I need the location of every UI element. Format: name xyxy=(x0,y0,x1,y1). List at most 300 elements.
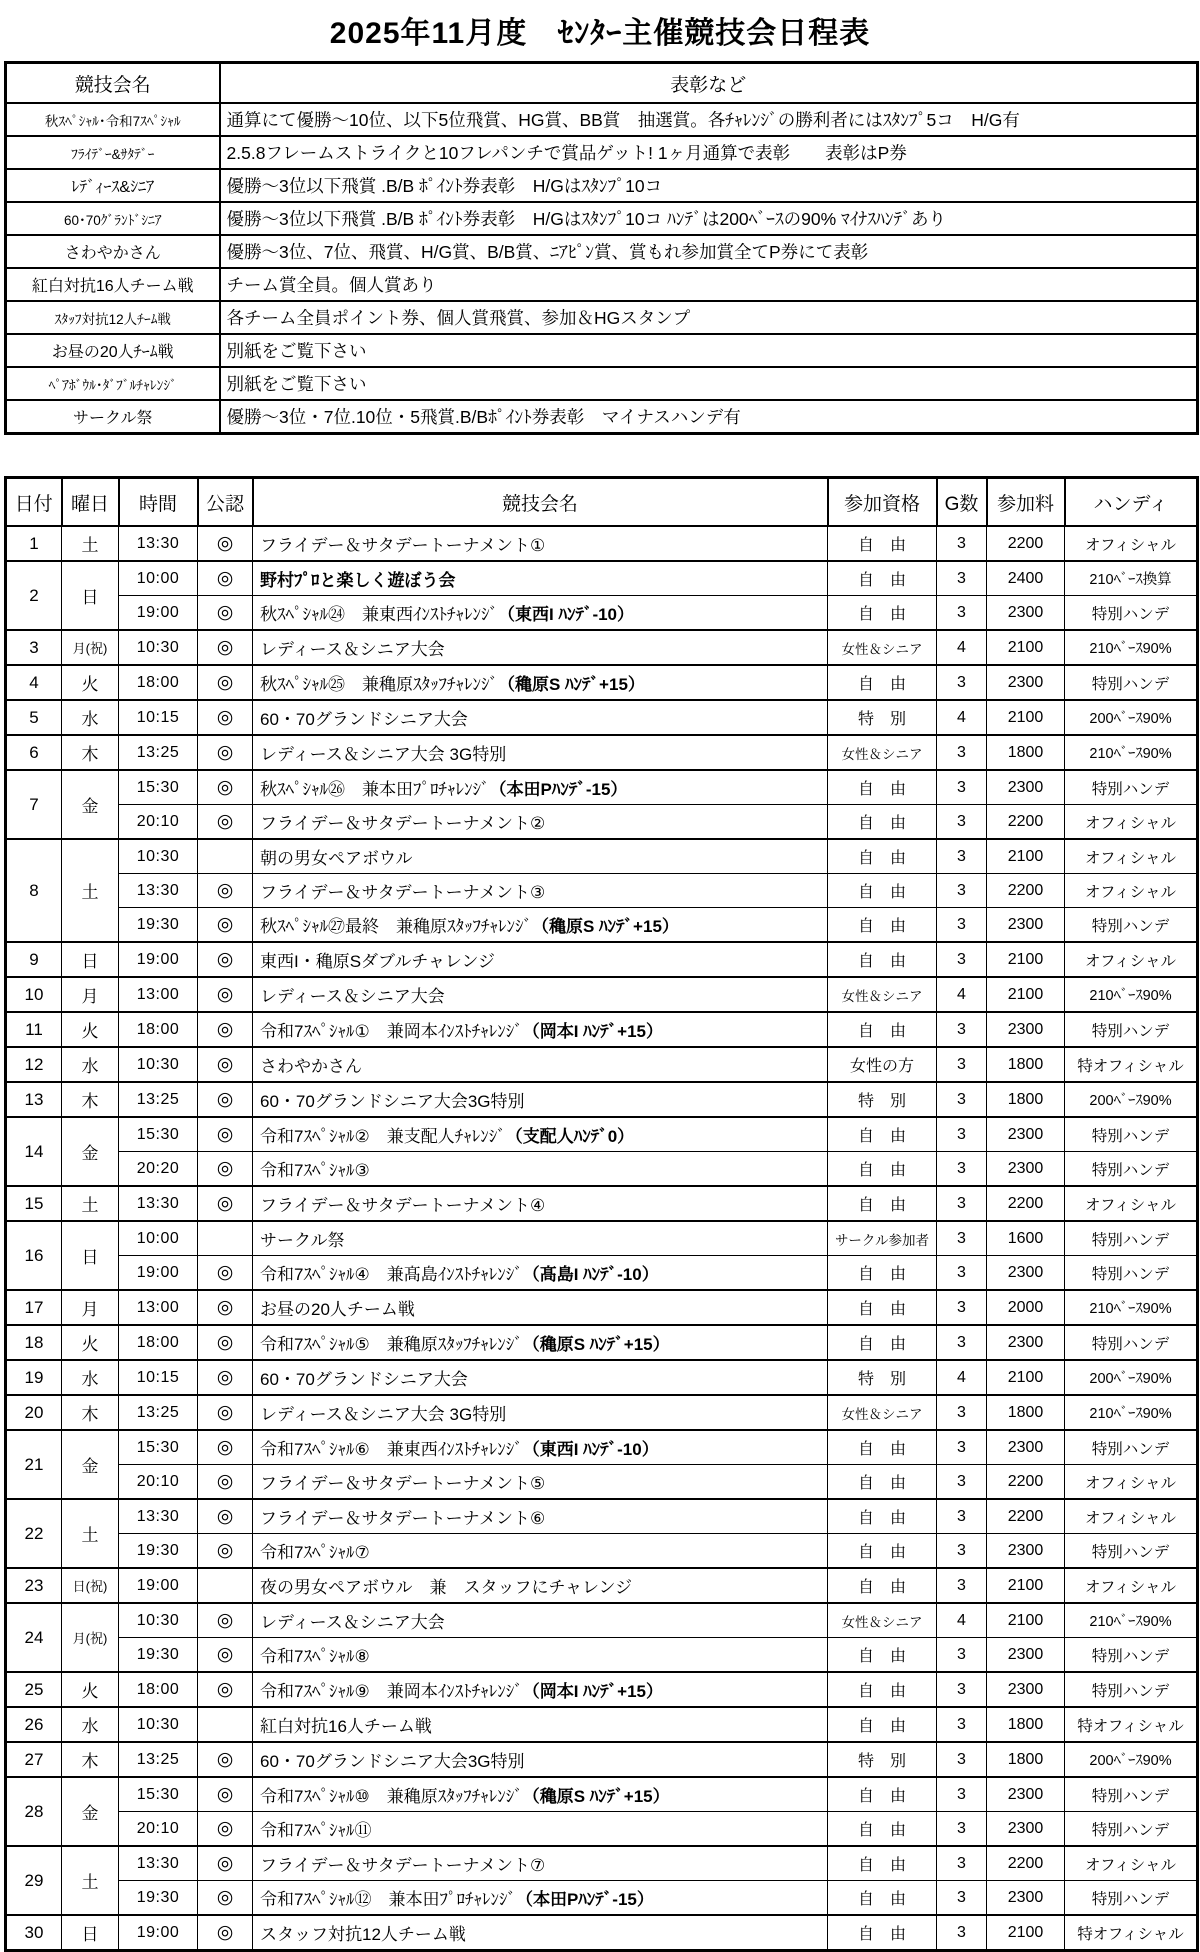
time-cell: 13:00 xyxy=(119,1290,198,1325)
eligibility-cell: 自 由 xyxy=(828,526,937,561)
event-name-cell xyxy=(253,942,828,977)
awards-row xyxy=(6,334,1198,367)
date-cell: 19 xyxy=(6,1360,62,1395)
schedule-row xyxy=(6,1186,1198,1221)
schedule-row xyxy=(6,1777,1198,1812)
weekday-cell: 火 xyxy=(62,1672,119,1707)
handicap-cell: 特別ハンデ xyxy=(1065,1638,1198,1673)
time-cell: 13:30 xyxy=(119,1186,198,1221)
award-description-cell: 優勝～3位、7位、飛賞、H/G賞、B/B賞、ﾆｱﾋﾟﾝ賞、賞もれ参加賞全てP券にて表彰 xyxy=(220,235,1198,268)
event-name-text: 60・70グランドシニア大会 xyxy=(260,1370,468,1389)
eligibility-cell: 自 由 xyxy=(828,1430,937,1465)
event-name-cell xyxy=(253,1915,828,1951)
time-cell: 10:15 xyxy=(119,1360,198,1395)
event-name-bold-text: 野村ﾌﾟﾛと楽しく遊ぼう会 xyxy=(260,571,456,590)
event-name-cell xyxy=(253,1325,828,1360)
certified-mark-cell xyxy=(198,1568,253,1603)
event-name-cell xyxy=(253,561,828,596)
weekday-cell: 月 xyxy=(62,1290,119,1325)
event-name-text: 令和7ｽﾍﾟｼｬﾙ⑩ 兼穐原ｽﾀｯﾌﾁｬﾚﾝｼﾞ xyxy=(260,1787,523,1806)
event-name-text: 夜の男女ペアボウル 兼 スタッフにチャレンジ xyxy=(260,1578,633,1597)
schedule-row xyxy=(6,1325,1198,1360)
schedule-header-certified: 公認 xyxy=(198,478,253,527)
event-name-cell xyxy=(253,1812,828,1847)
event-name-cell xyxy=(253,1186,828,1221)
fee-cell: 2300 xyxy=(987,1777,1065,1812)
eligibility-cell: 自 由 xyxy=(828,1568,937,1603)
certified-mark-cell: ◎ xyxy=(198,1012,253,1047)
schedule-row xyxy=(6,1568,1198,1603)
certified-mark-cell: ◎ xyxy=(198,1672,253,1707)
fee-cell: 2300 xyxy=(987,1534,1065,1569)
eligibility-cell: 自 由 xyxy=(828,1499,937,1534)
certified-mark-cell xyxy=(198,1221,253,1256)
eligibility-cell: 自 由 xyxy=(828,1534,937,1569)
weekday-cell: 土 xyxy=(62,1499,119,1568)
schedule-row xyxy=(6,630,1198,665)
awards-row xyxy=(6,103,1198,136)
handicap-cell: 特別ハンデ xyxy=(1065,1534,1198,1569)
handicap-cell: 特オフィシャル xyxy=(1065,1047,1198,1082)
date-cell: 9 xyxy=(6,942,62,977)
weekday-cell: 木 xyxy=(62,735,119,770)
event-name-text: 60・70グランドシニア大会 xyxy=(260,710,468,729)
event-name-bold-text: （穐原S ﾊﾝﾃﾞ+15） xyxy=(522,1787,670,1806)
games-count-cell: 3 xyxy=(937,1221,987,1256)
award-description-cell: 通算にて優勝～10位、以下5位飛賞、HG賞、BB賞 抽選賞。各ﾁｬﾚﾝｼﾞの勝利者にはｽﾀﾝﾌﾟ5コ H/G有 xyxy=(220,103,1198,136)
date-cell: 8 xyxy=(6,839,62,942)
fee-cell: 2300 xyxy=(987,665,1065,700)
event-name-text: 令和7ｽﾍﾟｼｬﾙ⑦ xyxy=(260,1543,370,1562)
competition-name-cell: ﾌﾗｲﾃﾞｰ&ｻﾀﾃﾞｰ xyxy=(6,136,220,169)
event-name-cell xyxy=(253,700,828,735)
event-name-cell xyxy=(253,1082,828,1117)
handicap-cell: 特別ハンデ xyxy=(1065,1012,1198,1047)
event-name-bold-text: （穐原S ﾊﾝﾃﾞ+15） xyxy=(522,1335,670,1354)
time-cell: 13:30 xyxy=(119,1846,198,1881)
weekday-cell: 木 xyxy=(62,1082,119,1117)
event-name-text: フライデー＆サタデートーナメント③ xyxy=(260,883,546,902)
award-description-cell: 優勝～3位以下飛賞 .B/B ﾎﾟｲﾝﾄ券表彰 H/Gはｽﾀﾝﾌﾟ10コ ﾊﾝﾃﾞは200ﾍﾞｰｽの90% ﾏｲﾅｽﾊﾝﾃﾞあり xyxy=(220,202,1198,235)
date-cell: 14 xyxy=(6,1117,62,1186)
handicap-cell: 特オフィシャル xyxy=(1065,1915,1198,1951)
handicap-cell: 210ﾍﾞｰｽ90% xyxy=(1065,1290,1198,1325)
event-name-text: 秋ｽﾍﾟｼｬﾙ㉗最終 兼穐原ｽﾀｯﾌﾁｬﾚﾝｼﾞ xyxy=(260,917,532,936)
eligibility-cell: 自 由 xyxy=(828,1186,937,1221)
eligibility-cell: 自 由 xyxy=(828,805,937,840)
schedule-row xyxy=(6,1012,1198,1047)
date-cell: 27 xyxy=(6,1742,62,1777)
awards-table xyxy=(4,61,1199,435)
event-name-text: レディース＆シニア大会 xyxy=(260,987,445,1006)
schedule-header-games: G数 xyxy=(937,478,987,527)
event-name-text: レディース＆シニア大会 xyxy=(260,1613,445,1632)
eligibility-cell: 自 由 xyxy=(828,1465,937,1500)
games-count-cell: 4 xyxy=(937,1360,987,1395)
event-name-cell xyxy=(253,1047,828,1082)
games-count-cell: 3 xyxy=(937,1534,987,1569)
handicap-cell: オフィシャル xyxy=(1065,1846,1198,1881)
time-cell: 13:25 xyxy=(119,735,198,770)
event-name-text: 令和7ｽﾍﾟｼｬﾙ② 兼支配人ﾁｬﾚﾝｼﾞ xyxy=(260,1127,506,1146)
time-cell: 15:30 xyxy=(119,1430,198,1465)
eligibility-cell: 自 由 xyxy=(828,1152,937,1187)
eligibility-cell: サークル参加者 xyxy=(828,1221,937,1256)
fee-cell: 2300 xyxy=(987,1256,1065,1291)
games-count-cell: 3 xyxy=(937,1638,987,1673)
schedule-row xyxy=(6,908,1198,943)
event-name-text: フライデー＆サタデートーナメント⑥ xyxy=(260,1509,546,1528)
certified-mark-cell: ◎ xyxy=(198,1152,253,1187)
date-cell: 2 xyxy=(6,561,62,630)
weekday-cell: 土 xyxy=(62,526,119,561)
eligibility-cell: 自 由 xyxy=(828,1846,937,1881)
time-cell: 19:00 xyxy=(119,1256,198,1291)
fee-cell: 2100 xyxy=(987,1915,1065,1951)
games-count-cell: 3 xyxy=(937,908,987,943)
games-count-cell: 3 xyxy=(937,805,987,840)
weekday-cell: 金 xyxy=(62,1117,119,1186)
competition-name-cell: ﾍﾟｱﾎﾞｳﾙ･ﾀﾞﾌﾞﾙﾁｬﾚﾝｼﾞ xyxy=(6,367,220,400)
event-name-cell xyxy=(253,1465,828,1500)
fee-cell: 2400 xyxy=(987,561,1065,596)
eligibility-cell: 特 別 xyxy=(828,700,937,735)
event-name-cell xyxy=(253,1360,828,1395)
schedule-row xyxy=(6,1499,1198,1534)
date-cell: 5 xyxy=(6,700,62,735)
event-name-text: 東西I・穐原Sダブルチャレンジ xyxy=(260,952,496,971)
eligibility-cell: 自 由 xyxy=(828,1812,937,1847)
time-cell: 15:30 xyxy=(119,1117,198,1152)
games-count-cell: 3 xyxy=(937,1499,987,1534)
date-cell: 12 xyxy=(6,1047,62,1082)
certified-mark-cell: ◎ xyxy=(198,1430,253,1465)
competition-name-cell: 60･70ｸﾞﾗﾝﾄﾞｼﾆｱ xyxy=(6,202,220,235)
schedule-row xyxy=(6,1117,1198,1152)
schedule-row xyxy=(6,700,1198,735)
games-count-cell: 3 xyxy=(937,1082,987,1117)
fee-cell: 2100 xyxy=(987,942,1065,977)
schedule-row xyxy=(6,874,1198,908)
certified-mark-cell: ◎ xyxy=(198,1465,253,1500)
fee-cell: 2200 xyxy=(987,1499,1065,1534)
time-cell: 10:00 xyxy=(119,1221,198,1256)
schedule-row xyxy=(6,1707,1198,1742)
fee-cell: 2300 xyxy=(987,770,1065,805)
weekday-cell: 日 xyxy=(62,1915,119,1951)
schedule-row xyxy=(6,1395,1198,1430)
certified-mark-cell: ◎ xyxy=(198,1638,253,1673)
schedule-table xyxy=(4,476,1199,1952)
date-cell: 11 xyxy=(6,1012,62,1047)
schedule-header-weekday: 曜日 xyxy=(62,478,119,527)
event-name-text: レディース＆シニア大会 3G特別 xyxy=(260,1405,507,1424)
schedule-header-date: 日付 xyxy=(6,478,62,527)
event-name-cell xyxy=(253,1672,828,1707)
awards-row xyxy=(6,202,1198,235)
schedule-row xyxy=(6,1881,1198,1916)
time-cell: 19:30 xyxy=(119,1638,198,1673)
competition-name-cell: 紅白対抗16人チーム戦 xyxy=(6,268,220,301)
schedule-row xyxy=(6,1290,1198,1325)
certified-mark-cell: ◎ xyxy=(198,561,253,596)
eligibility-cell: 女性＆シニア xyxy=(828,1395,937,1430)
awards-header-awards: 表彰など xyxy=(220,63,1198,104)
weekday-cell: 水 xyxy=(62,1707,119,1742)
event-name-text: フライデー＆サタデートーナメント⑤ xyxy=(260,1474,546,1493)
event-name-cell xyxy=(253,874,828,908)
date-cell: 25 xyxy=(6,1672,62,1707)
certified-mark-cell xyxy=(198,839,253,874)
event-name-cell xyxy=(253,526,828,561)
eligibility-cell: 自 由 xyxy=(828,908,937,943)
handicap-cell: 特別ハンデ xyxy=(1065,1325,1198,1360)
weekday-cell: 日 xyxy=(62,561,119,630)
time-cell: 19:00 xyxy=(119,942,198,977)
weekday-cell: 日 xyxy=(62,1221,119,1290)
schedule-row xyxy=(6,1672,1198,1707)
schedule-row xyxy=(6,1603,1198,1638)
schedule-row xyxy=(6,1534,1198,1569)
time-cell: 18:00 xyxy=(119,1012,198,1047)
handicap-cell: 特別ハンデ xyxy=(1065,1152,1198,1187)
time-cell: 13:30 xyxy=(119,874,198,908)
games-count-cell: 4 xyxy=(937,700,987,735)
fee-cell: 2100 xyxy=(987,1603,1065,1638)
page-title: 2025年11月度 ｾﾝﾀｰ主催競技会日程表 xyxy=(329,17,871,50)
event-name-text: 秋ｽﾍﾟｼｬﾙ㉔ 兼東西ｲﾝｽﾄﾁｬﾚﾝｼﾞ xyxy=(260,605,498,624)
event-name-text: 令和7ｽﾍﾟｼｬﾙ① 兼岡本ｲﾝｽﾄﾁｬﾚﾝｼﾞ xyxy=(260,1022,523,1041)
handicap-cell: 特別ハンデ xyxy=(1065,908,1198,943)
handicap-cell: 200ﾍﾞｰｽ90% xyxy=(1065,700,1198,735)
weekday-cell: 日(祝) xyxy=(62,1568,119,1603)
weekday-cell: 水 xyxy=(62,1047,119,1082)
schedule-row xyxy=(6,770,1198,805)
event-name-text: 紅白対抗16人チーム戦 xyxy=(260,1717,432,1736)
eligibility-cell: 女性の方 xyxy=(828,1047,937,1082)
competition-name-cell: さわやかさん xyxy=(6,235,220,268)
games-count-cell: 3 xyxy=(937,1568,987,1603)
event-name-cell xyxy=(253,1290,828,1325)
handicap-cell: 特別ハンデ xyxy=(1065,596,1198,631)
fee-cell: 2100 xyxy=(987,700,1065,735)
games-count-cell: 3 xyxy=(937,1186,987,1221)
date-cell: 24 xyxy=(6,1603,62,1672)
handicap-cell: 200ﾍﾞｰｽ90% xyxy=(1065,1742,1198,1777)
date-cell: 6 xyxy=(6,735,62,770)
event-name-cell xyxy=(253,1117,828,1152)
eligibility-cell: 自 由 xyxy=(828,839,937,874)
date-cell: 23 xyxy=(6,1568,62,1603)
time-cell: 20:10 xyxy=(119,1465,198,1500)
fee-cell: 1800 xyxy=(987,1047,1065,1082)
event-name-text: レディース＆シニア大会 xyxy=(260,640,445,659)
event-name-cell xyxy=(253,1221,828,1256)
games-count-cell: 3 xyxy=(937,1012,987,1047)
weekday-cell: 火 xyxy=(62,1325,119,1360)
certified-mark-cell: ◎ xyxy=(198,1603,253,1638)
fee-cell: 2200 xyxy=(987,1186,1065,1221)
games-count-cell: 4 xyxy=(937,630,987,665)
event-name-cell xyxy=(253,735,828,770)
competition-name-cell: サークル祭 xyxy=(6,400,220,434)
fee-cell: 2100 xyxy=(987,839,1065,874)
date-cell: 30 xyxy=(6,1915,62,1951)
eligibility-cell: 特 別 xyxy=(828,1082,937,1117)
games-count-cell: 3 xyxy=(937,526,987,561)
event-name-cell xyxy=(253,1881,828,1916)
eligibility-cell: 女性＆シニア xyxy=(828,977,937,1012)
certified-mark-cell: ◎ xyxy=(198,1290,253,1325)
eligibility-cell: 特 別 xyxy=(828,1360,937,1395)
date-cell: 21 xyxy=(6,1430,62,1499)
awards-row xyxy=(6,367,1198,400)
date-cell: 18 xyxy=(6,1325,62,1360)
schedule-header-competition-name: 競技会名 xyxy=(253,478,828,527)
certified-mark-cell: ◎ xyxy=(198,977,253,1012)
event-name-cell xyxy=(253,1742,828,1777)
certified-mark-cell: ◎ xyxy=(198,1881,253,1916)
time-cell: 10:30 xyxy=(119,1603,198,1638)
games-count-cell: 3 xyxy=(937,1707,987,1742)
handicap-cell: 特別ハンデ xyxy=(1065,1777,1198,1812)
eligibility-cell: 女性＆シニア xyxy=(828,630,937,665)
date-cell: 4 xyxy=(6,665,62,700)
schedule-row xyxy=(6,1256,1198,1291)
eligibility-cell: 女性＆シニア xyxy=(828,1603,937,1638)
handicap-cell: 210ﾍﾞｰｽ90% xyxy=(1065,977,1198,1012)
fee-cell: 2100 xyxy=(987,1568,1065,1603)
schedule-row xyxy=(6,839,1198,874)
date-cell: 26 xyxy=(6,1707,62,1742)
time-cell: 10:30 xyxy=(119,1047,198,1082)
games-count-cell: 3 xyxy=(937,1812,987,1847)
weekday-cell: 土 xyxy=(62,1186,119,1221)
handicap-cell: 特別ハンデ xyxy=(1065,1430,1198,1465)
schedule-header-row xyxy=(6,478,1198,527)
certified-mark-cell xyxy=(198,1707,253,1742)
fee-cell: 2300 xyxy=(987,1325,1065,1360)
time-cell: 19:30 xyxy=(119,1534,198,1569)
certified-mark-cell: ◎ xyxy=(198,596,253,631)
event-name-text: 令和7ｽﾍﾟｼｬﾙ⑨ 兼岡本ｲﾝｽﾄﾁｬﾚﾝｼﾞ xyxy=(260,1682,523,1701)
games-count-cell: 3 xyxy=(937,1325,987,1360)
certified-mark-cell: ◎ xyxy=(198,1915,253,1951)
fee-cell: 2300 xyxy=(987,596,1065,631)
weekday-cell: 月(祝) xyxy=(62,630,119,665)
awards-row xyxy=(6,136,1198,169)
weekday-cell: 火 xyxy=(62,1012,119,1047)
weekday-cell: 火 xyxy=(62,665,119,700)
event-name-text: 令和7ｽﾍﾟｼｬﾙ④ 兼髙島ｲﾝｽﾄﾁｬﾚﾝｼﾞ xyxy=(260,1265,523,1284)
schedule-row xyxy=(6,561,1198,596)
schedule-row xyxy=(6,977,1198,1012)
certified-mark-cell: ◎ xyxy=(198,908,253,943)
event-name-text: さわやかさん xyxy=(260,1057,362,1076)
eligibility-cell: 自 由 xyxy=(828,1012,937,1047)
fee-cell: 2100 xyxy=(987,1360,1065,1395)
schedule-header-fee: 参加料 xyxy=(987,478,1065,527)
games-count-cell: 3 xyxy=(937,1881,987,1916)
event-name-bold-text: （東西I ﾊﾝﾃﾞ-10） xyxy=(498,605,635,624)
weekday-cell: 月 xyxy=(62,977,119,1012)
eligibility-cell: 自 由 xyxy=(828,1915,937,1951)
event-name-bold-text: （岡本I ﾊﾝﾃﾞ+15） xyxy=(522,1022,663,1041)
games-count-cell: 3 xyxy=(937,1152,987,1187)
time-cell: 18:00 xyxy=(119,1325,198,1360)
certified-mark-cell: ◎ xyxy=(198,874,253,908)
handicap-cell: オフィシャル xyxy=(1065,805,1198,840)
certified-mark-cell: ◎ xyxy=(198,1082,253,1117)
date-cell: 20 xyxy=(6,1395,62,1430)
eligibility-cell: 自 由 xyxy=(828,561,937,596)
schedule-row xyxy=(6,735,1198,770)
schedule-row xyxy=(6,942,1198,977)
handicap-cell: 200ﾍﾞｰｽ90% xyxy=(1065,1082,1198,1117)
weekday-cell: 土 xyxy=(62,839,119,942)
date-cell: 10 xyxy=(6,977,62,1012)
fee-cell: 2200 xyxy=(987,874,1065,908)
event-name-text: 60・70グランドシニア大会3G特別 xyxy=(260,1752,525,1771)
handicap-cell: 210ﾍﾞｰｽ90% xyxy=(1065,630,1198,665)
certified-mark-cell: ◎ xyxy=(198,630,253,665)
time-cell: 10:00 xyxy=(119,561,198,596)
time-cell: 20:20 xyxy=(119,1152,198,1187)
weekday-cell: 日 xyxy=(62,942,119,977)
certified-mark-cell: ◎ xyxy=(198,526,253,561)
games-count-cell: 3 xyxy=(937,1465,987,1500)
event-name-text: 令和7ｽﾍﾟｼｬﾙ⑪ xyxy=(260,1821,372,1840)
schedule-row xyxy=(6,526,1198,561)
handicap-cell: オフィシャル xyxy=(1065,1465,1198,1500)
handicap-cell: 210ﾍﾞｰｽ90% xyxy=(1065,735,1198,770)
handicap-cell: 特オフィシャル xyxy=(1065,1707,1198,1742)
eligibility-cell: 自 由 xyxy=(828,770,937,805)
awards-row xyxy=(6,400,1198,434)
event-name-cell xyxy=(253,839,828,874)
award-description-cell: 別紙をご覧下さい xyxy=(220,367,1198,400)
games-count-cell: 3 xyxy=(937,1395,987,1430)
date-cell: 13 xyxy=(6,1082,62,1117)
event-name-text: フライデー＆サタデートーナメント⑦ xyxy=(260,1856,546,1875)
handicap-cell: 特別ハンデ xyxy=(1065,1881,1198,1916)
games-count-cell: 3 xyxy=(937,874,987,908)
event-name-text: 令和7ｽﾍﾟｼｬﾙ③ xyxy=(260,1161,370,1180)
eligibility-cell: 自 由 xyxy=(828,1707,937,1742)
weekday-cell: 水 xyxy=(62,700,119,735)
event-name-text: 令和7ｽﾍﾟｼｬﾙ⑧ xyxy=(260,1647,370,1666)
handicap-cell: 特別ハンデ xyxy=(1065,1117,1198,1152)
games-count-cell: 3 xyxy=(937,561,987,596)
eligibility-cell: 自 由 xyxy=(828,596,937,631)
schedule-row xyxy=(6,1221,1198,1256)
certified-mark-cell: ◎ xyxy=(198,1395,253,1430)
event-name-cell xyxy=(253,805,828,840)
fee-cell: 2300 xyxy=(987,1430,1065,1465)
time-cell: 13:25 xyxy=(119,1082,198,1117)
event-name-bold-text: （本田Pﾊﾝﾃﾞ-15） xyxy=(489,780,628,799)
games-count-cell: 3 xyxy=(937,1672,987,1707)
certified-mark-cell: ◎ xyxy=(198,1117,253,1152)
time-cell: 19:00 xyxy=(119,596,198,631)
schedule-row xyxy=(6,1047,1198,1082)
schedule-row xyxy=(6,1915,1198,1951)
awards-row xyxy=(6,235,1198,268)
games-count-cell: 3 xyxy=(937,1742,987,1777)
eligibility-cell: 自 由 xyxy=(828,874,937,908)
handicap-cell: 特別ハンデ xyxy=(1065,770,1198,805)
time-cell: 10:30 xyxy=(119,630,198,665)
